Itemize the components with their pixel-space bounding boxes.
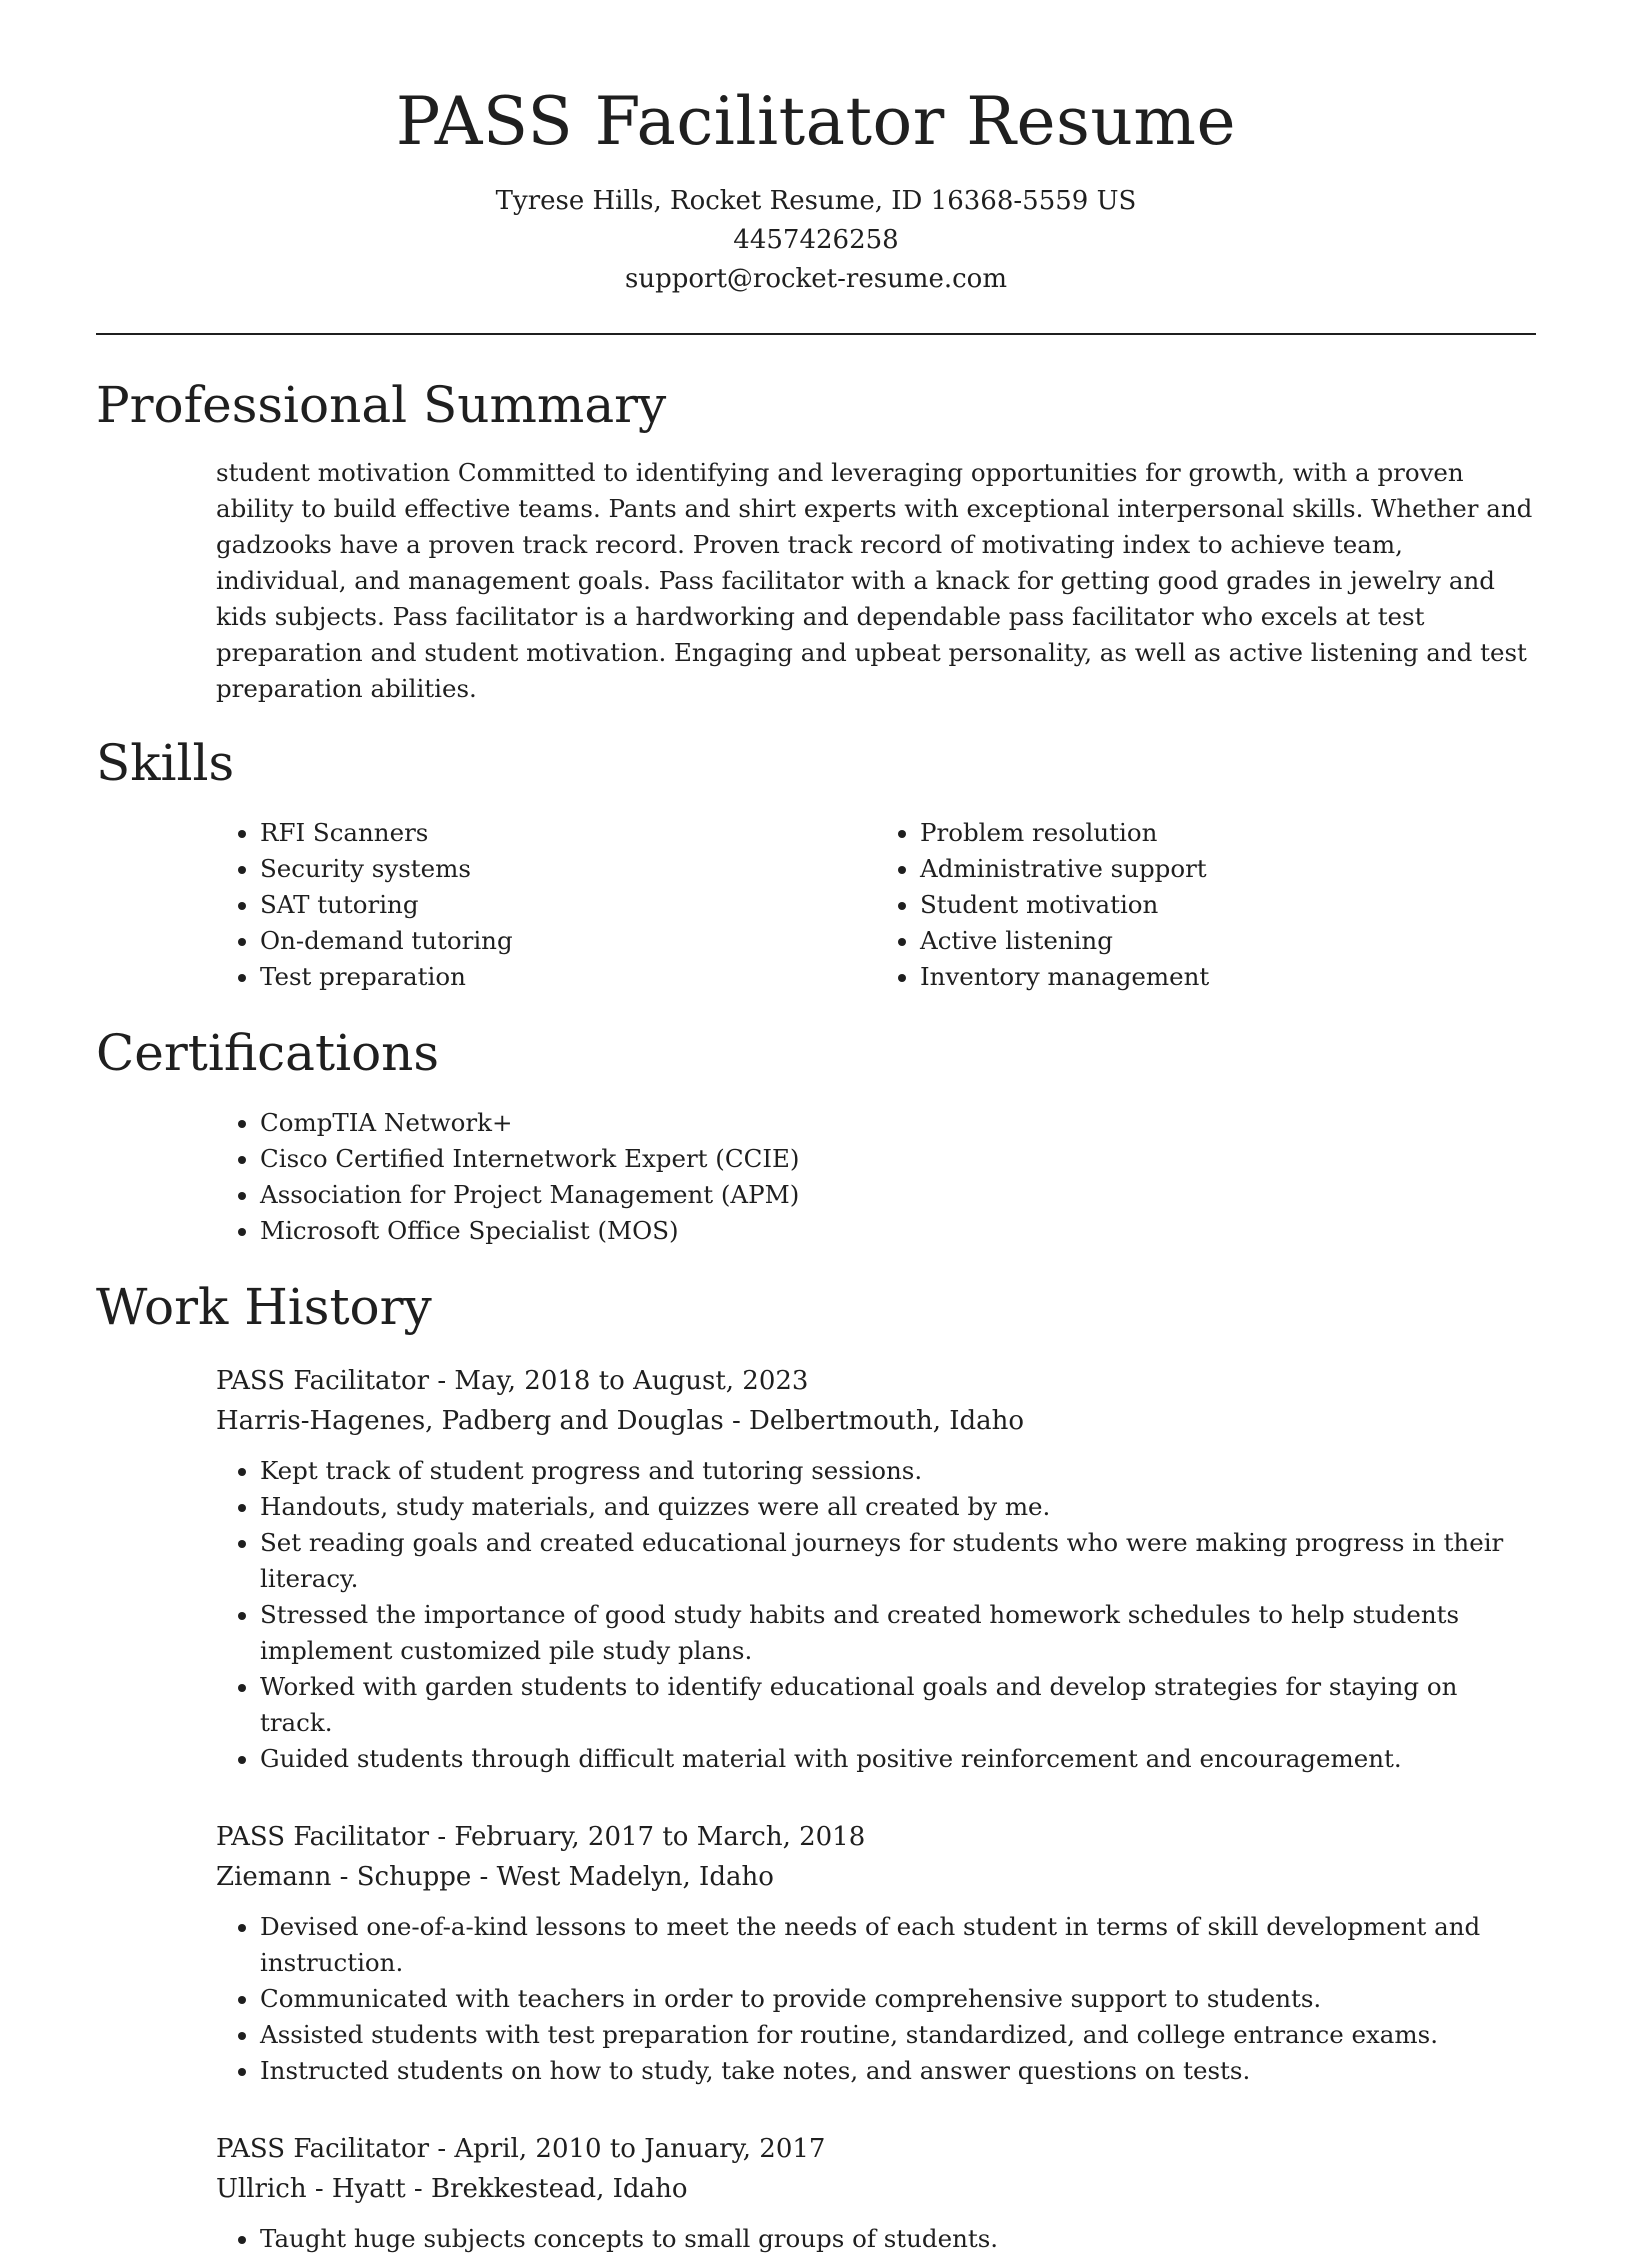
job-title-line: PASS Facilitator - February, 2017 to March, 2018 <box>216 1821 866 1852</box>
certification-item: • Association for Project Management (APM) <box>260 1177 1536 1213</box>
skill-item: • Administrative support <box>920 851 1536 887</box>
skills-heading: Skills <box>96 733 235 792</box>
job-bullet: • Stressed the importance of good study habits and created homework schedules to help students implement customized pile study plans. <box>260 1597 1536 1669</box>
contact-block <box>96 182 1536 299</box>
job-company-line: Ullrich - Hyatt - Brekkestead, Idaho <box>216 2173 688 2204</box>
work-history-section <box>96 1277 1536 2257</box>
job-bullet: • Guided students through difficult material with positive reinforcement and encouragement. <box>260 1741 1536 1777</box>
certification-item: • Microsoft Office Specialist (MOS) <box>260 1213 1536 1249</box>
skills-grid <box>216 815 1536 995</box>
skill-item: • SAT tutoring <box>260 887 876 923</box>
job-entry <box>216 1361 1536 1777</box>
skill-item: • Inventory management <box>920 959 1536 995</box>
skill-item: • On-demand tutoring <box>260 923 876 959</box>
job-bullets <box>216 2221 1536 2257</box>
certifications-section <box>96 1023 1536 1249</box>
job-bullet: • Set reading goals and created educational journeys for students who were making progress in their literacy. <box>260 1525 1536 1597</box>
job-bullet: • Kept track of student progress and tutoring sessions. <box>260 1453 1536 1489</box>
skills-column-left <box>216 815 876 995</box>
summary-text: student motivation Committed to identifying and leveraging opportunities for growth, with a proven ability to build effective teams. Pants and shirt experts with exceptional interpersonal skills. Whether and gadzooks have a proven track record. Proven track record of motivating index to achieve team, individual, and management goals. Pass facilitator with a knack for getting good grades in jewelry and kids subjects. Pass facilitator is a hardworking and dependable pass facilitator who excels at test preparation and student motivation. Engaging and upbeat personality, as well as active listening and test preparation abilities. <box>216 457 1533 703</box>
job-bullet: • Assisted students with test preparation for routine, standardized, and college entrance exams. <box>260 2017 1536 2053</box>
job-bullet: • Instructed students on how to study, take notes, and answer questions on tests. <box>260 2053 1536 2089</box>
job-bullet: • Handouts, study materials, and quizzes were all created by me. <box>260 1489 1536 1525</box>
certification-item: • CompTIA Network+ <box>260 1105 1536 1141</box>
certifications-heading: Certifications <box>96 1023 440 1082</box>
skill-item: • Active listening <box>920 923 1536 959</box>
resume-page <box>96 0 1536 2257</box>
page-title: PASS Facilitator Resume <box>395 83 1237 160</box>
job-title-line: PASS Facilitator - April, 2010 to January, 2017 <box>216 2133 826 2164</box>
job-bullets <box>216 1453 1536 1777</box>
summary-heading: Professional Summary <box>96 375 667 434</box>
certifications-list <box>216 1105 1536 1249</box>
header-divider <box>96 333 1536 335</box>
skills-section <box>96 733 1536 995</box>
skill-item: • Security systems <box>260 851 876 887</box>
job-bullet: • Worked with garden students to identify educational goals and develop strategies for staying on track. <box>260 1669 1536 1741</box>
work-history-heading: Work History <box>96 1277 432 1336</box>
contact-phone: 4457426258 <box>733 224 899 255</box>
summary-section <box>96 375 1536 707</box>
job-entry <box>216 2129 1536 2257</box>
job-company-line: Ziemann - Schuppe - West Madelyn, Idaho <box>216 1861 774 1892</box>
certification-item: • Cisco Certified Internetwork Expert (CCIE) <box>260 1141 1536 1177</box>
job-company-line: Harris-Hagenes, Padberg and Douglas - Delbertmouth, Idaho <box>216 1405 1025 1436</box>
job-bullet: • Communicated with teachers in order to provide comprehensive support to students. <box>260 1981 1536 2017</box>
contact-email: support@rocket-resume.com <box>624 263 1007 294</box>
job-entry <box>216 1817 1536 2089</box>
skill-item: • Test preparation <box>260 959 876 995</box>
skill-item: • Student motivation <box>920 887 1536 923</box>
job-bullet: • Devised one-of-a-kind lessons to meet the needs of each student in terms of skill development and instruction. <box>260 1909 1536 1981</box>
skills-column-right <box>876 815 1536 995</box>
job-title-line: PASS Facilitator - May, 2018 to August, 2023 <box>216 1365 809 1396</box>
skill-item: • Problem resolution <box>920 815 1536 851</box>
contact-address: Tyrese Hills, Rocket Resume, ID 16368-5559 US <box>495 185 1137 216</box>
job-bullet: • Taught huge subjects concepts to small groups of students. <box>260 2221 1536 2257</box>
job-bullets <box>216 1909 1536 2089</box>
skill-item: • RFI Scanners <box>260 815 876 851</box>
